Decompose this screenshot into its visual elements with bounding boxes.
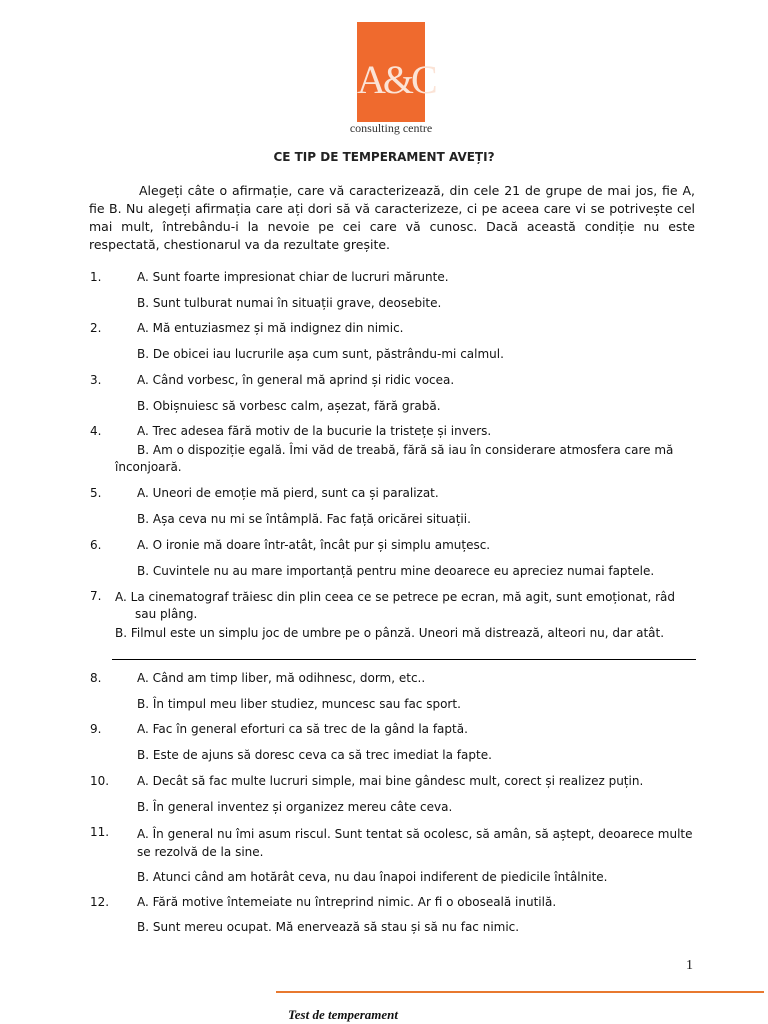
item-12-option-a: A. Fără motive întemeiate nu întreprind nimic. Ar fi o oboseală inutilă.: [137, 895, 557, 909]
item-8-option-a: A. Când am timp liber, mă odihnesc, dorm, etc..: [137, 671, 426, 685]
item-9-option-a: A. Fac în general eforturi ca să trec de la gând la faptă.: [137, 722, 468, 736]
logo-subtitle: consulting centre: [349, 121, 433, 135]
item-number: 3.: [90, 373, 102, 387]
item-5-option-a: A. Uneori de emoție mă pierd, sunt ca și paralizat.: [137, 486, 439, 500]
item-12-option-b: B. Sunt mereu ocupat. Mă enervează să stau și să nu fac nimic.: [137, 920, 520, 934]
item-5-option-b: B. Așa ceva nu mi se întâmplă. Fac față oricărei situații.: [137, 512, 471, 526]
item-2-option-a: A. Mă entuziasmez și mă indignez din nimic.: [137, 321, 404, 335]
page-title: CE TIP DE TEMPERAMENT AVEȚI?: [273, 150, 495, 164]
item-number: 11.: [90, 825, 110, 839]
intro-paragraph: Alegeți câte o afirmație, care vă caracterizează, din cele 21 de grupe de mai jos, fie A, fie B. Nu alegeți afirmația care ați dori să vă caracterizeze, ci pe aceea care vi se potrivește cel mai mult, întrebându-i la nevoie pe cei care vă cunosc. Dacă această condiție nu este respectată, chestionarul va da rezultate greșite.: [89, 183, 695, 252]
item-1-option-b: B. Sunt tulburat numai în situații grave, deosebite.: [137, 296, 442, 310]
item-4-option-b: B. Am o dispoziție egală. Îmi văd de treabă, fără să iau în considerare atmosfera care mă înconjoară.: [115, 443, 674, 474]
item-6-option-a: A. O ironie mă doare într-atât, încât pur și simplu amuțesc.: [137, 538, 491, 552]
item-10-option-a: A. Decât să fac multe lucruri simple, mai bine gândesc mult, corect și realizez puțin.: [137, 774, 644, 788]
item-11-option-b: B. Atunci când am hotărât ceva, nu dau înapoi indiferent de piedicile întâlnite.: [137, 870, 608, 884]
footer-title: Test de temperament: [288, 1007, 399, 1022]
item-4-option-a: A. Trec adesea fără motiv de la bucurie la tristețe și invers.: [137, 424, 492, 438]
item-10-option-b: B. În general inventez și organizez mereu câte ceva.: [137, 800, 453, 814]
item-2-option-b: B. De obicei iau lucrurile așa cum sunt, păstrându-mi calmul.: [137, 347, 504, 361]
item-number: 5.: [90, 486, 102, 500]
item-number: 1.: [90, 270, 102, 284]
item-3-option-b: B. Obișnuiesc să vorbesc calm, așezat, fără grabă.: [137, 399, 441, 413]
item-6-option-b: B. Cuvintele nu au mare importanță pentru mine deoarece eu apreciez numai faptele.: [137, 564, 655, 578]
item-number: 8.: [90, 671, 102, 685]
item-7-option-a: A. La cinematograf trăiesc din plin ceea ce se petrece pe ecran, mă agit, sunt emoționat, râd sau plâng.: [115, 590, 675, 621]
footer-divider: [276, 991, 764, 993]
item-1-option-a: A. Sunt foarte impresionat chiar de lucruri mărunte.: [137, 270, 449, 284]
logo-mark: A&C: [357, 57, 435, 102]
page-number: 1: [686, 958, 693, 973]
item-number: 9.: [90, 722, 102, 736]
item-11-option-a: A. În general nu îmi asum riscul. Sunt tentat să ocolesc, să amân, să aștept, deoarece multe se rezolvă de la sine.: [137, 827, 693, 859]
item-number: 6.: [90, 538, 102, 552]
item-number: 7.: [90, 589, 102, 603]
section-divider: [112, 659, 696, 660]
item-number: 12.: [90, 895, 110, 909]
item-number: 10.: [90, 774, 110, 788]
item-3-option-a: A. Când vorbesc, în general mă aprind și ridic vocea.: [137, 373, 455, 387]
item-7-option-b: B. Filmul este un simplu joc de umbre pe o pânză. Uneori mă distrează, alteori nu, dar atât.: [115, 626, 665, 640]
company-logo: [357, 22, 435, 122]
item-8-option-b: B. În timpul meu liber studiez, muncesc sau fac sport.: [137, 697, 461, 711]
item-number: 4.: [90, 424, 102, 438]
item-number: 2.: [90, 321, 102, 335]
item-9-option-b: B. Este de ajuns să doresc ceva ca să trec imediat la fapte.: [137, 748, 492, 762]
